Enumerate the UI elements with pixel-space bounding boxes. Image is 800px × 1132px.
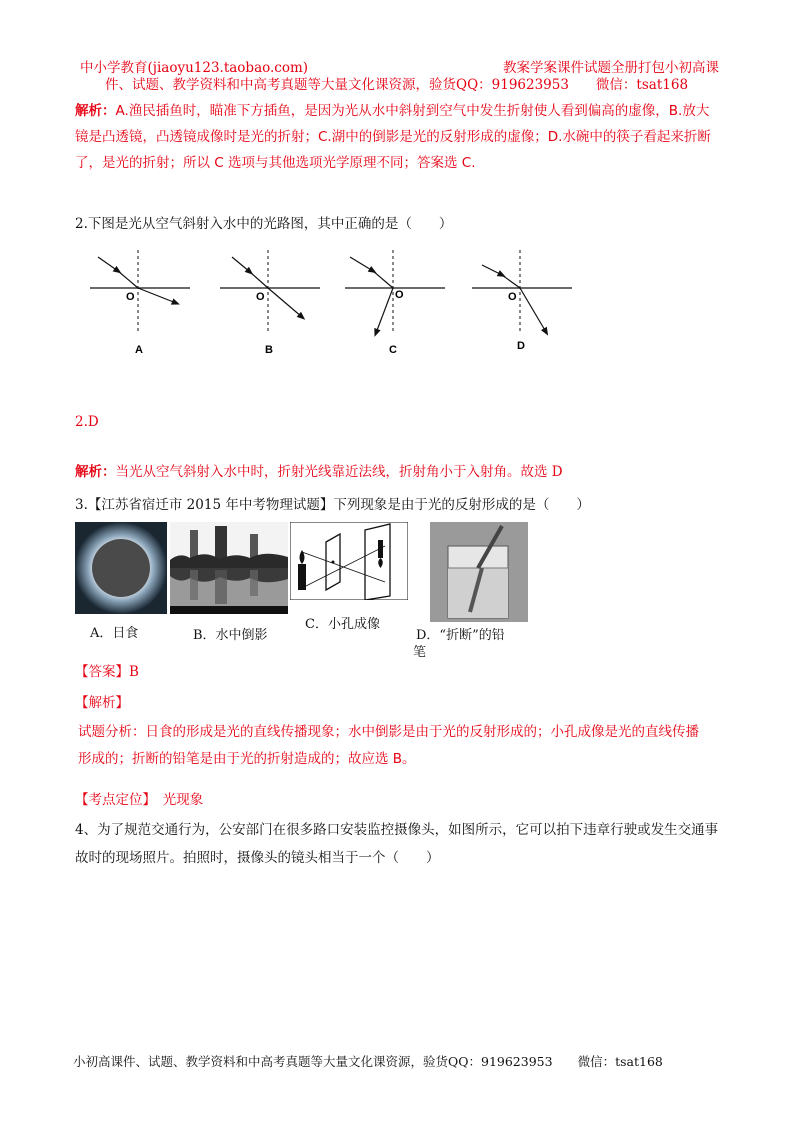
diagram-d-label: D xyxy=(517,340,525,352)
q2-analysis-label: 解析： xyxy=(75,464,116,480)
diagram-b xyxy=(220,250,320,356)
diagram-c-label: C xyxy=(389,344,397,356)
q1-analysis-label: 解析： xyxy=(75,103,116,119)
q3-answer-value: B xyxy=(129,664,139,680)
q4-line2: 故时的现场照片。拍照时，摄像头的镜头相当于一个（ ） xyxy=(75,850,440,866)
diagram-c-point: O xyxy=(395,289,404,301)
q2-analysis xyxy=(75,460,563,484)
header-line2: 件、试题、教学资料和中高考真题等大量文化课资源，验货QQ：919623953 微信：tsat168 xyxy=(105,77,689,93)
option-d: D．“折断”的铅 xyxy=(416,628,505,643)
q4-line1: 4、为了规范交通行为，公安部门在很多路口安装监控摄像头，如图所示，它可以拍下违章行驶或发生交通事 xyxy=(75,822,719,838)
eclipse-photo xyxy=(75,522,167,614)
q3-point-value: 光现象 xyxy=(162,792,204,808)
q1-analysis-text2: 镜是凸透镜，凸透镜成像时是光的折射；C.湖中的倒影是光的反射形成的虚像；D.水碗中的筷子看起来折断 xyxy=(75,129,711,145)
q3-point-label: 【考点定位】 xyxy=(75,792,150,808)
pencil-photo xyxy=(430,522,528,622)
option-b: B．水中倒影 xyxy=(193,628,268,643)
footer: 小初高课件、试题、教学资料和中高考真题等大量文化课资源，验货QQ：919623953 微信：tsat168 xyxy=(73,1054,663,1069)
option-c: C．小孔成像 xyxy=(305,617,380,632)
q3-analysis-line2: 形成的；折断的铅笔是由于光的折射造成的；故应选 B。 xyxy=(78,751,416,767)
q1-analysis xyxy=(75,98,735,176)
diagram-c xyxy=(345,250,445,356)
q2-question: 2.下图是光从空气斜射入水中的光路图，其中正确的是（ ） xyxy=(75,216,453,232)
refraction-diagrams xyxy=(80,245,600,360)
diagram-a-label: A xyxy=(135,344,143,356)
diagram-a xyxy=(90,250,190,356)
pinhole-photo xyxy=(290,522,408,600)
q2-answer: 2.D xyxy=(75,414,99,430)
q3-question xyxy=(75,493,590,517)
q2-analysis-text: 当光从空气斜射入水中时，折射光线靠近法线，折射角小于入射角。故选 D xyxy=(115,464,563,480)
option-a: A．日食 xyxy=(90,626,139,641)
q3-question-text: 下列现象是由于光的反射形成的是（ ） xyxy=(333,497,590,513)
header-left: 中小学教育(jiaoyu123.taobao.com) xyxy=(80,60,309,76)
reflection-photo xyxy=(170,522,288,614)
q3-number: 3. xyxy=(75,497,88,513)
q3-answer-label: 【答案】 xyxy=(75,664,129,680)
option-d-cont: 笔 xyxy=(413,645,427,660)
diagram-b-point: O xyxy=(256,291,265,303)
q3-analysis xyxy=(78,719,738,773)
q3-analysis-line1: 试题分析：日食的形成是光的直线传播现象；水中倒影是由于光的反射形成的；小孔成像是光的直线传播 xyxy=(78,724,699,740)
q1-analysis-text1: A.渔民插鱼时，瞄准下方插鱼，是因为光从水中斜射到空气中发生折射使人看到偏高的虚像，B.放大 xyxy=(115,103,710,119)
diagram-a-point: O xyxy=(126,291,135,303)
diagram-d-point: O xyxy=(508,291,517,303)
q3-analysis-title: 【解析】 xyxy=(75,695,129,711)
diagram-d xyxy=(472,250,572,352)
q4-question xyxy=(75,818,745,870)
header-right: 教案学案课件试题全册打包小初高课 xyxy=(503,60,719,76)
diagram-b-label: B xyxy=(265,344,273,356)
q1-analysis-text3: 了，是光的折射；所以 C 选项与其他选项光学原理不同；答案选 C. xyxy=(75,155,476,171)
q3-source: 【江苏省宿迁市 2015 年中考物理试题】 xyxy=(87,497,334,513)
q3-answer xyxy=(75,660,139,684)
q3-point xyxy=(75,788,203,812)
